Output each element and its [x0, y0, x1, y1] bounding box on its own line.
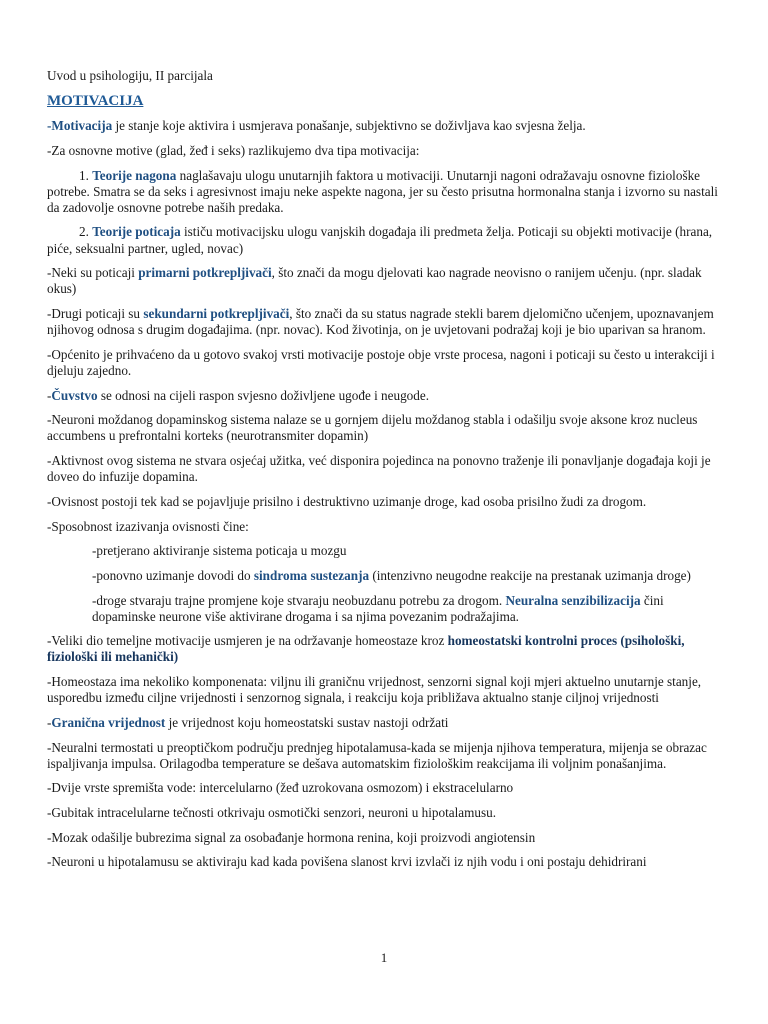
paragraph-gubitak: -Gubitak intracelularne tečnosti otkrivaju osmotički senzori, neuroni u hipotalamusu.	[47, 805, 496, 821]
text: -Neki su poticaji	[47, 265, 139, 281]
text: -	[47, 387, 52, 403]
term-neuralna-senzibilizacija: Neuralna senzibilizacija	[505, 592, 641, 608]
term-granicna-vrijednost: Granična vrijednost	[51, 714, 166, 730]
text: -droge stvaraju trajne promjene koje stvaraju neobuzdanu potrebu za drogom.	[92, 592, 506, 608]
term-homeostatski-proces: homeostatski kontrolni proces (psihološki, fiziološki ili mehanički)	[47, 633, 685, 665]
paragraph-sposobnost: -Sposobnost izazivanja ovisnosti čine:	[47, 518, 249, 534]
paragraph-neuroni: -Neuroni u hipotalamusu se aktiviraju kad kada povišena slanost krvi izvlači iz njih vodu i oni postaju dehidrirani	[47, 854, 647, 870]
term-teorije-nagona: Teorije nagona	[92, 167, 177, 183]
term-primarni-potkrepljivaci: primarni potkrepljivači	[138, 265, 272, 281]
paragraph-cuvstvo	[47, 388, 723, 404]
paragraph-motivacija	[47, 118, 723, 134]
text: je vrijednost koju homeostatski sustav nastoji održati	[165, 714, 449, 730]
term-teorije-poticaja: Teorije poticaja	[92, 224, 181, 240]
paragraph-sekundarni	[47, 306, 723, 338]
paragraph-opcenito: -Općenito je prihvaćeno da u gotovo svakoj vrsti motivacije postoje obje vrste procesa, nagoni i poticaji su često u interakciji i djeluju zajedno.	[47, 346, 715, 378]
term-sekundarni-potkrepljivaci: sekundarni potkrepljivači	[143, 306, 290, 321]
list-item-teorije-nagona	[47, 168, 723, 216]
paragraph-homeostaza	[47, 633, 723, 665]
list-item-sustezanje	[92, 568, 723, 584]
term-sindrom-sustezanja: sindroma sustezanja	[253, 567, 370, 583]
document-header: Uvod u psihologiju, II parcijala	[47, 68, 213, 83]
text: , što znači da su status nagrade stekli barem djelomično učenjem, upoznavanjem njihovog odnosa s drugim događajima. (npr. novac). Kod životinja, on je uvjetovani podražaj koji je bio uparivan sa hranom.	[47, 306, 714, 338]
list-item-senzibilizacija	[92, 593, 723, 625]
list-number: 2.	[79, 224, 93, 240]
term-motivacija: -Motivacija	[47, 118, 113, 134]
page-number: 1	[380, 950, 388, 965]
paragraph-osnovni-motivi: -Za osnovne motive (glad, žeđ i seks) razlikujemo dva tipa motivacija:	[47, 142, 420, 158]
text: -Drugi poticaji su	[47, 306, 144, 321]
section-title: MOTIVACIJA	[47, 93, 144, 110]
text: -ponovno uzimanje dovodi do	[92, 567, 254, 583]
list-number: 1.	[79, 167, 93, 183]
list-item-teorije-poticaja	[47, 224, 723, 256]
text: (intenzivno neugodne reakcije na prestanak uzimanja droge)	[369, 567, 691, 583]
document-body	[47, 68, 723, 879]
paragraph-granicna	[47, 715, 723, 731]
text: , što znači da mogu djelovati kao nagrade neovisno o ranijem učenju. (npr. sladak okus)	[47, 265, 702, 297]
text: se odnosi na cijeli raspon svjesno doživljene ugođe i neugode.	[97, 387, 430, 403]
text: naglašavaju ulogu unutarnjih faktora u motivaciji. Unutarnji nagoni odražavaju osnovne fiziološke potrebe. Smatra se da seks i agresivnost imaju neke aspekte nagona, jer su često prisutna hormonalna stanja i izvorno su nastali da zadovolje osnovne potrebe naših predaka.	[47, 167, 718, 215]
text: čini dopaminske neurone više aktivirane drogama i sa njima povezanim podražajima.	[92, 592, 664, 624]
text: ističu motivacijsku ulogu vanjskih događaja ili predmeta želja. Poticaji su objekti motivacije (hrana, piće, seksualni partner, ugled, novac)	[47, 224, 713, 256]
term-cuvstvo: Čuvstvo	[51, 387, 98, 403]
text: je stanje koje aktivira i usmjerava ponašanje, subjektivno se doživljava kao svjesna želja.	[112, 118, 586, 134]
paragraph-spremista: -Dvije vrste spremišta vode: intercelularno (žeđ uzrokovana osmozom) i ekstracelularno	[47, 780, 514, 796]
paragraph-termostati: -Neuralni termostati u preoptičkom području prednjeg hipotalamusa-kada se mijenja njihova temperatura, mijenja se obrazac ispaljivanja impulsa. Orilagodba temperature se dešava automatskim fiziološkim reakcijama ili voljnim ponašanjima.	[47, 739, 707, 771]
text: -Veliki dio temeljne motivacije usmjeren je na održavanje homeostaze kroz	[47, 633, 448, 649]
paragraph-ovisnost: -Ovisnost postoji tek kad se pojavljuje prisilno i destruktivno uzimanje droge, kad osoba prisilno žudi za drogom.	[47, 493, 647, 509]
paragraph-primarni	[47, 265, 723, 297]
paragraph-komponente: -Homeostaza ima nekoliko komponenata: viljnu ili graničnu vrijednost, senzorni signal koji mjeri aktuelno unutarnje stanje, usporedbu između ciljne vrijednosti i senzornog signala, i reakciju koja približava aktualno stanje ciljnoj vrijednosti	[47, 674, 702, 706]
paragraph-bubrezi: -Mozak odašilje bubrezima signal za osobađanje hormona renina, koji proizvodi angiotensin	[47, 829, 536, 845]
list-item-pretjerano: -pretjerano aktiviranje sistema poticaja u mozgu	[92, 543, 347, 559]
text: -	[47, 714, 52, 730]
paragraph-dopamin: -Neuroni moždanog dopaminskog sistema nalaze se u gornjem dijelu moždanog stabla i odašilju svoje aksone kroz nucleus accumbens u prefrontalni korteks (neurotransmiter dopamin)	[47, 412, 698, 444]
paragraph-aktivnost: -Aktivnost ovog sistema ne stvara osjećaj užitka, već disponira pojedinca na ponovno traženje ili ponavljanje događaja koji je doveo do infuzije dopamina.	[47, 453, 711, 485]
